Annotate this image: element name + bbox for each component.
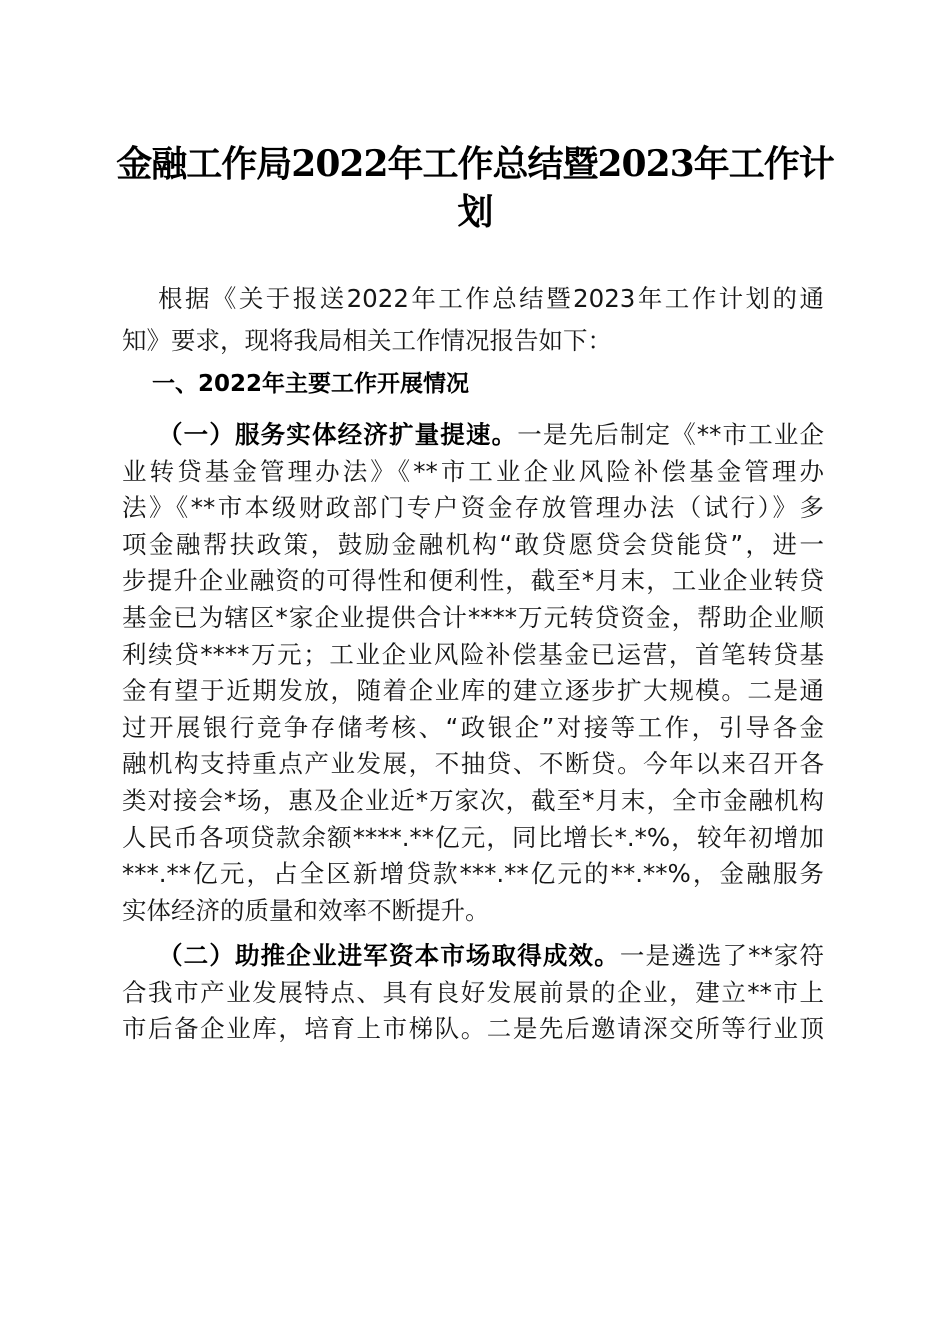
paragraph1-line-1 [158,420,824,450]
section-heading: 一、2022年主要工作开展情况 [152,371,470,397]
paragraph1-line: 法》《**市本级财政部门专户资金存放管理办法（试行）》多 [122,493,824,522]
paragraph1-line: 过开展银行竞争存储考核、“政银企”对接等工作，引导各金 [122,713,824,742]
paragraph2-first-line-rest: 一是遴选了**家符 [619,941,825,970]
paragraph1-line: 项金融帮扶政策，鼓励金融机构“敢贷愿贷会贷能贷”，进一 [122,530,824,559]
paragraph2-line: 合我市产业发展特点、具有良好发展前景的企业，建立**市上 [122,978,824,1007]
paragraph1-line: 金有望于近期发放，随着企业库的建立逐步扩大规模。二是通 [122,676,824,705]
paragraph1-line: 基金已为辖区*家企业提供合计****万元转贷资金，帮助企业顺 [122,603,824,632]
paragraph1-first-line-rest: 一是先后制定《**市工业企 [517,420,825,449]
paragraph1-line: 步提升企业融资的可得性和便利性，截至*月末，工业企业转贷 [122,566,824,595]
intro-line-1: 根据《关于报送2022年工作总结暨2023年工作计划的通 [158,284,824,313]
intro-line-2: 知》要求，现将我局相关工作情况报告如下： [122,326,612,355]
paragraph1-line: 类对接会*场，惠及企业近*万家次，截至*月末，全市金融机构 [122,786,824,815]
paragraph1-line: ***.**亿元，占全区新增贷款***.**亿元的**.**%，金融服务 [122,859,824,888]
paragraph1-line: 人民币各项贷款余额****.**亿元，同比增长*.*%，较年初增加 [122,823,824,852]
document-title-line-1: 金融工作局2022年工作总结暨2023年工作计 [116,143,834,185]
paragraph2-line: 市后备企业库，培育上市梯队。二是先后邀请深交所等行业顶 [122,1014,824,1043]
paragraph1-line-last: 实体经济的质量和效率不断提升。 [122,896,490,925]
paragraph2-line-1 [158,941,824,971]
paragraph1-line: 融机构支持重点产业发展，不抽贷、不断贷。今年以来召开各 [122,749,824,778]
paragraph1-line: 业转贷基金管理办法》《**市工业企业风险补偿基金管理办 [122,457,824,486]
paragraph2-lead: （二）助推企业进军资本市场取得成效。 [158,941,620,970]
paragraph1-line: 利续贷****万元；工业企业风险补偿基金已运营，首笔转贷基 [122,640,824,669]
paragraph1-lead: （一）服务实体经济扩量提速。 [158,420,518,449]
document-title-line-2: 划 [457,191,493,233]
